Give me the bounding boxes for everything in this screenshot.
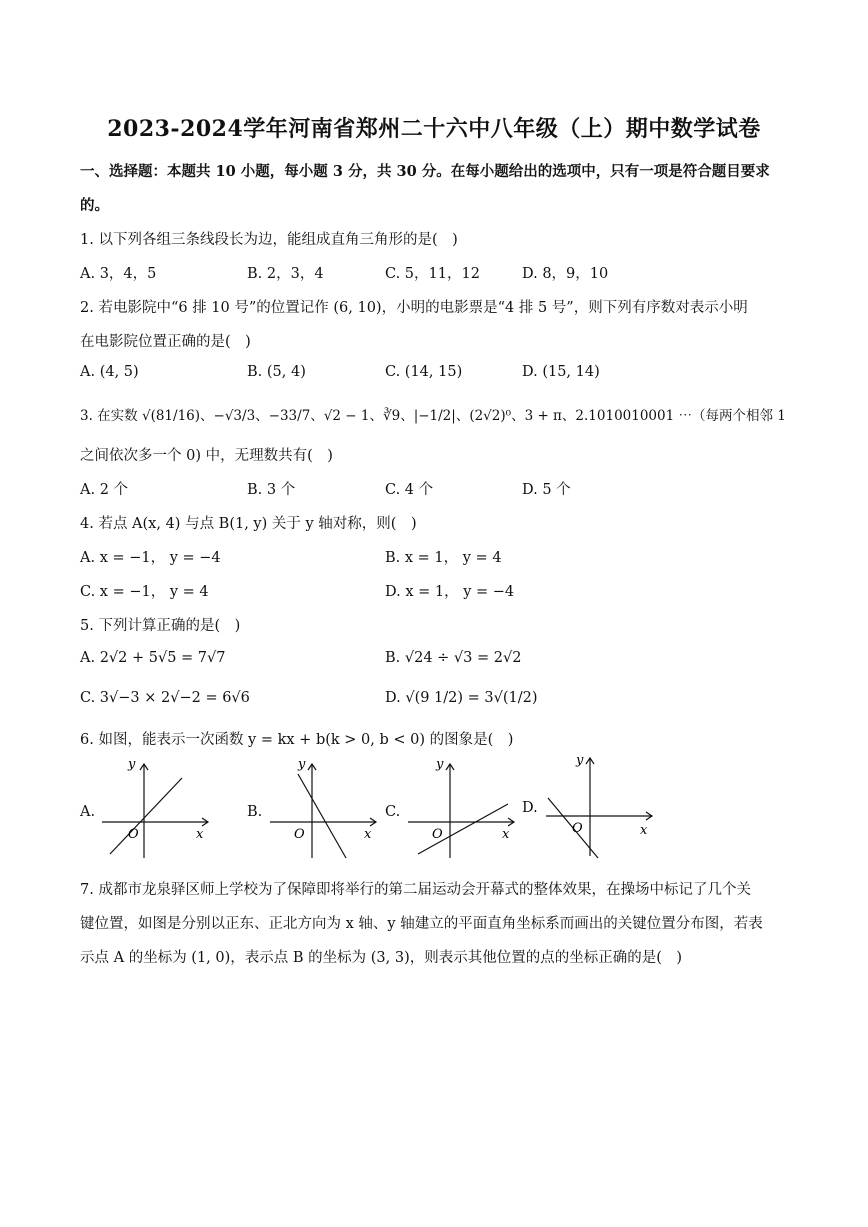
origin-label: O bbox=[572, 821, 583, 836]
axis-y-label: y bbox=[128, 758, 136, 772]
q4-option-c: C. x = −1， y = 4 bbox=[80, 584, 209, 600]
q6-option-c-label: C. bbox=[385, 804, 401, 820]
q6-graph-d bbox=[542, 752, 658, 860]
q3-item-3: −33/7 bbox=[268, 408, 311, 424]
q6-graph-c bbox=[404, 758, 520, 860]
q6-option-b-label: B. bbox=[247, 804, 263, 820]
axis-y-label: y bbox=[576, 753, 584, 768]
q1-option-a: A. 3，4，5 bbox=[80, 266, 157, 282]
q3-item-6: |−1/2| bbox=[413, 408, 456, 424]
q5-stem: 5. 下列计算正确的是( ) bbox=[80, 618, 241, 634]
q7-stem-cont-2: 示点 A 的坐标为 (1, 0)，表示点 B 的坐标为 (3, 3)，则表示其他位置的点的坐标正确的是( ) bbox=[80, 950, 683, 966]
q3-item-9: 2.1010010001 ⋯ bbox=[575, 408, 692, 424]
q3-option-d: D. 5 个 bbox=[522, 482, 571, 498]
section-heading-cont: 的。 bbox=[80, 197, 109, 214]
axis-x-label: x bbox=[196, 827, 204, 842]
q4-option-b: B. x = 1， y = 4 bbox=[385, 550, 502, 566]
q2-option-d: D. (15, 14) bbox=[522, 364, 600, 380]
q1-option-b: B. 2，3，4 bbox=[247, 266, 324, 282]
q3-option-c: C. 4 个 bbox=[385, 482, 434, 498]
q2-stem: 2. 若电影院中“6 排 10 号”的位置记作 (6, 10)，小明的电影票是“4 排 5 号”，则下列有序数对表示小明 bbox=[80, 300, 748, 316]
origin-label: O bbox=[128, 827, 139, 842]
q2-option-c: C. (14, 15) bbox=[385, 364, 463, 380]
section-heading: 一、选择题：本题共 10 小题，每小题 3 分，共 30 分。在每小题给出的选项中，只有一项是符合题目要求 bbox=[80, 163, 770, 180]
origin-label: O bbox=[432, 827, 443, 842]
q3-item-2: −√3/3 bbox=[213, 408, 256, 424]
q7-stem: 7. 成都市龙泉驿区师上学校为了保障即将举行的第二届运动会开幕式的整体效果，在操场中标记了几个关 bbox=[80, 882, 751, 898]
axis-x-label: x bbox=[364, 827, 372, 842]
q4-stem: 4. 若点 A(x, 4) 与点 B(1, y) 关于 y 轴对称，则( ) bbox=[80, 516, 417, 532]
q5-option-c: C. 3√−3 × 2√−2 = 6√6 bbox=[80, 690, 250, 706]
axis-x-label: x bbox=[640, 823, 648, 838]
q5-option-d: D. √(9 1/2) = 3√(1/2) bbox=[385, 690, 538, 706]
axis-y-label: y bbox=[298, 758, 306, 772]
q1-option-c: C. 5，11，12 bbox=[385, 266, 480, 282]
q3-prefix: 3. 在实数 bbox=[80, 408, 138, 424]
q3-option-a: A. 2 个 bbox=[80, 482, 129, 498]
q6-option-d-label: D. bbox=[522, 800, 538, 816]
q1-stem: 1. 以下列各组三条线段长为边，能组成直角三角形的是( ) bbox=[80, 232, 458, 248]
exam-title: 2023-2024学年河南省郑州二十六中八年级（上）期中数学试卷 bbox=[107, 116, 761, 142]
q6-graph-b bbox=[266, 758, 382, 860]
q2-option-a: A. (4, 5) bbox=[80, 364, 139, 380]
q2-stem-cont: 在电影院位置正确的是( ) bbox=[80, 334, 251, 350]
q3-item-5: ∛9 bbox=[382, 408, 401, 424]
axis-y-label: y bbox=[436, 758, 444, 772]
q2-option-b: B. (5, 4) bbox=[247, 364, 306, 380]
q3-item-7: (2√2)⁰ bbox=[469, 408, 512, 424]
axis-x-label: x bbox=[502, 827, 510, 842]
q3-option-b: B. 3 个 bbox=[247, 482, 296, 498]
q3-item-4: √2 − 1 bbox=[323, 408, 370, 424]
q5-option-b: B. √24 ÷ √3 = 2√2 bbox=[385, 650, 522, 666]
q4-option-a: A. x = −1， y = −4 bbox=[80, 550, 221, 566]
q3-item-1: √(81/16) bbox=[141, 408, 201, 424]
q4-option-d: D. x = 1， y = −4 bbox=[385, 584, 515, 600]
q3-stem: 3. 在实数 √(81/16)、−√3/3、−33/7、√2 − 1、∛9、|−1/2|、(2√2)⁰、3 + π、2.1010010001 ⋯（每两个相邻 1 bbox=[80, 408, 786, 424]
q5-option-a: A. 2√2 + 5√5 = 7√7 bbox=[80, 650, 226, 666]
q3-suffix: （每两个相邻 1 bbox=[692, 408, 786, 424]
q6-stem: 6. 如图，能表示一次函数 y = kx + b(k > 0, b < 0) 的图象是( ) bbox=[80, 732, 514, 748]
q1-option-d: D. 8，9，10 bbox=[522, 266, 609, 282]
origin-label: O bbox=[294, 827, 305, 842]
q7-stem-cont: 键位置，如图是分别以正东、正北方向为 x 轴、y 轴建立的平面直角坐标系而画出的关键位置分布图，若表 bbox=[80, 916, 763, 932]
q6-option-a-label: A. bbox=[80, 804, 96, 820]
q6-graph-a bbox=[98, 758, 214, 860]
q3-item-8: 3 + π bbox=[524, 408, 562, 424]
q3-stem-cont: 之间依次多一个 0) 中，无理数共有( ) bbox=[80, 448, 333, 464]
